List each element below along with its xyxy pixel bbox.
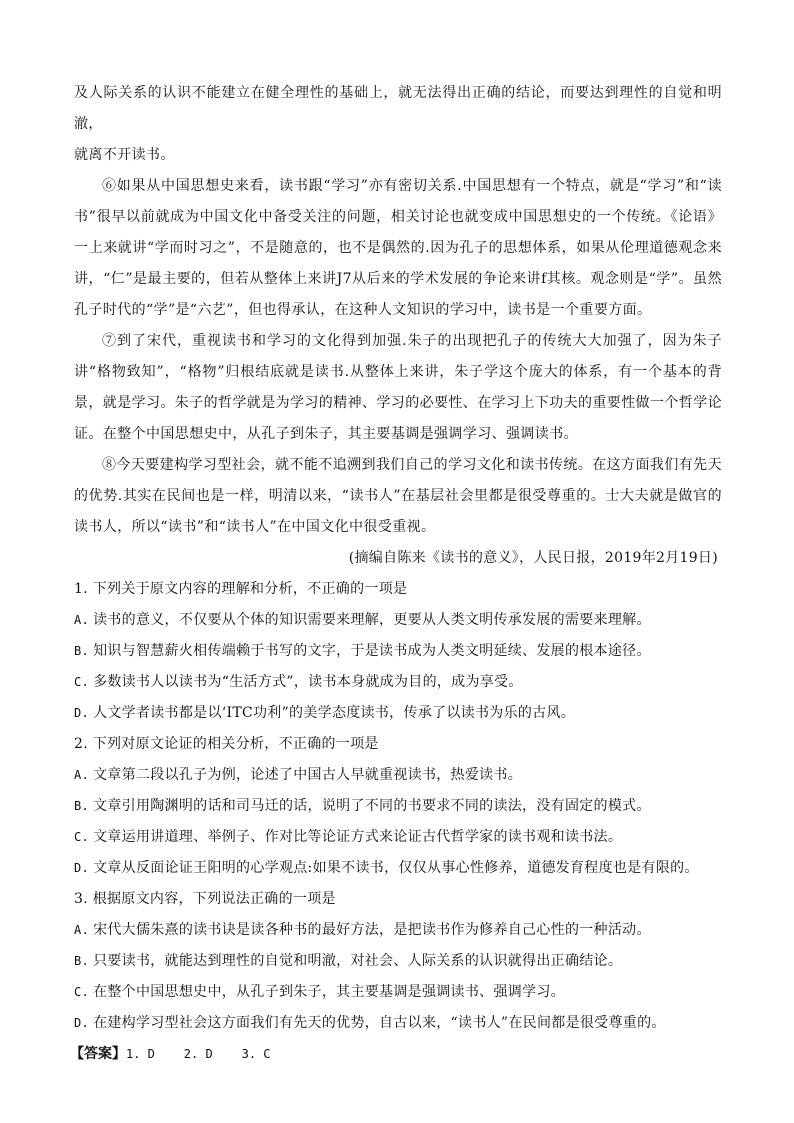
option-a bbox=[74, 760, 722, 791]
option-label: D. bbox=[74, 706, 90, 720]
option-text: 知识与智慧薪火相传端赖于书写的文字，于是读书成为人类文明延续、发展的根本途径。 bbox=[93, 643, 651, 659]
option-d bbox=[74, 698, 722, 729]
option-label: C. bbox=[74, 985, 90, 999]
option-text: 只要读书，就能达到理性的自觉和明澈，对社会、人际关系的认识就得出正确结论。 bbox=[93, 953, 623, 969]
option-c bbox=[74, 977, 722, 1008]
answer-items: 1. D 2. D 3. C bbox=[126, 1047, 271, 1061]
option-text: 人文学者读书都是以‘ITC功利”的美学态度读书，传承了以读书为乐的古风。 bbox=[93, 705, 576, 721]
option-a bbox=[74, 915, 722, 946]
option-label: D. bbox=[74, 861, 90, 875]
paragraph-5-tail bbox=[74, 78, 722, 171]
answer-key bbox=[70, 1039, 722, 1070]
question-2 bbox=[74, 729, 722, 884]
option-label: B. bbox=[74, 954, 90, 968]
option-text: 读书的意义，不仅要从个体的知识需要来理解，更要从人类文明传承发展的需要来理解。 bbox=[93, 612, 651, 628]
option-text: 宋代大儒朱熹的读书诀是读各种书的最好方法，是把读书作为修养自己心性的一种活动。 bbox=[93, 922, 651, 938]
paragraph-5-tail-line2: 就离不开读书。 bbox=[74, 147, 175, 163]
option-text: 文章运用讲道理、举例子、作对比等论证方式来论证古代哲学家的读书观和读书法。 bbox=[93, 829, 623, 845]
question-1 bbox=[74, 574, 722, 729]
option-text: 文章第二段以孔子为例，论述了中国古人早就重视读书，热爱读书。 bbox=[93, 767, 523, 783]
paragraph-5-tail-line1: 及人际关系的认识不能建立在健全理性的基础上，就无法得出正确的结论，而要达到理性的自觉和明澈， bbox=[74, 85, 722, 132]
paragraph-6: ⑥如果从中国思想史来看，读书跟“学习”亦有密切关系.中国思想有一个特点，就是“学习”和“读书”很早以前就成为中国文化中备受关注的问题，相关讨论也就变成中国思想史的一个传统。《论语》一上来就讲“学而时习之”，不是随意的，也不是偶然的.因为孔子的思想体系，如果从伦理道德观念来讲，“仁”是最主要的，但若从整体上来讲J7从后来的学术发展的争论来讲f其核。观念则是“学”。虽然孔子时代的“学”是“六艺”，但也得承认，在这种人文知识的学习中，读书是一个重要方面。 bbox=[74, 178, 722, 318]
option-label: C. bbox=[74, 675, 90, 689]
option-a bbox=[74, 605, 722, 636]
paragraph-7: ⑦到了宋代，重视读书和学习的文化得到加强.朱子的出现把孔子的传统大大加强了，因为朱子讲“格物致知”，“格物”归根结底就是读书.从整体上来讲，朱子学这个庞大的体系，有一个基本的背景，就是学习。朱子的哲学就是为学习的精神、学习的必要性、在学习上下功夫的重要性做一个哲学论证。在整个中国思想史中，从孔子到朱子，其主要基调是强调学习、强调读书。 bbox=[74, 333, 722, 442]
option-label: A. bbox=[74, 768, 90, 782]
option-c bbox=[74, 667, 722, 698]
option-d bbox=[74, 1008, 722, 1039]
question-stem: 2. 下列对原文论证的相关分析，不正确的一项是 bbox=[74, 736, 379, 752]
source-citation: (摘编自陈来《读书的意义》，人民日报，2019年2月19日) bbox=[348, 550, 718, 566]
option-label: B. bbox=[74, 644, 90, 658]
option-text: 在整个中国思想史中，从孔子到朱子，其主要基调是强调读书、强调学习。 bbox=[93, 984, 565, 1000]
option-text: 文章引用陶渊明的话和司马迁的话，说明了不同的书要求不同的读法，没有固定的模式。 bbox=[93, 798, 651, 814]
option-label: D. bbox=[74, 1016, 90, 1030]
paragraph-8: ⑧今天要建构学习型社会，就不能不追溯到我们自己的学习文化和读书传统。在这方面我们有先天的优势.其实在民间也是一样，明清以来，“读书人”在基层社会里都是很受尊重的。士大夫就是做官的读书人，所以“读书”和“读书人”在中国文化中很受重视。 bbox=[74, 457, 722, 535]
document-page bbox=[70, 78, 722, 1070]
question-3 bbox=[74, 884, 722, 1039]
option-c bbox=[74, 822, 722, 853]
question-stem: 3. 根据原文内容，下列说法正确的一项是 bbox=[74, 891, 336, 907]
option-d bbox=[74, 853, 722, 884]
option-label: B. bbox=[74, 799, 90, 813]
option-b bbox=[74, 946, 722, 977]
option-text: 在建构学习型社会这方面我们有先天的优势，自古以来，“读书人”在民间都是很受尊重的。 bbox=[93, 1015, 666, 1031]
option-b bbox=[74, 636, 722, 667]
option-b bbox=[74, 791, 722, 822]
option-label: A. bbox=[74, 923, 90, 937]
answer-label: 【答案】 bbox=[70, 1046, 126, 1062]
option-text: 多数读书人以读书为“生活方式”，读书本身就成为目的，成为享受。 bbox=[93, 674, 523, 690]
option-label: C. bbox=[74, 830, 90, 844]
option-label: A. bbox=[74, 613, 90, 627]
option-text: 文章从反面论证王阳明的心学观点:如果不读书，仅仅从事心性修养，道德发育程度也是有限的。 bbox=[93, 860, 699, 876]
question-stem: 1. 下列关于原文内容的理解和分析，不正确的一项是 bbox=[74, 581, 408, 597]
